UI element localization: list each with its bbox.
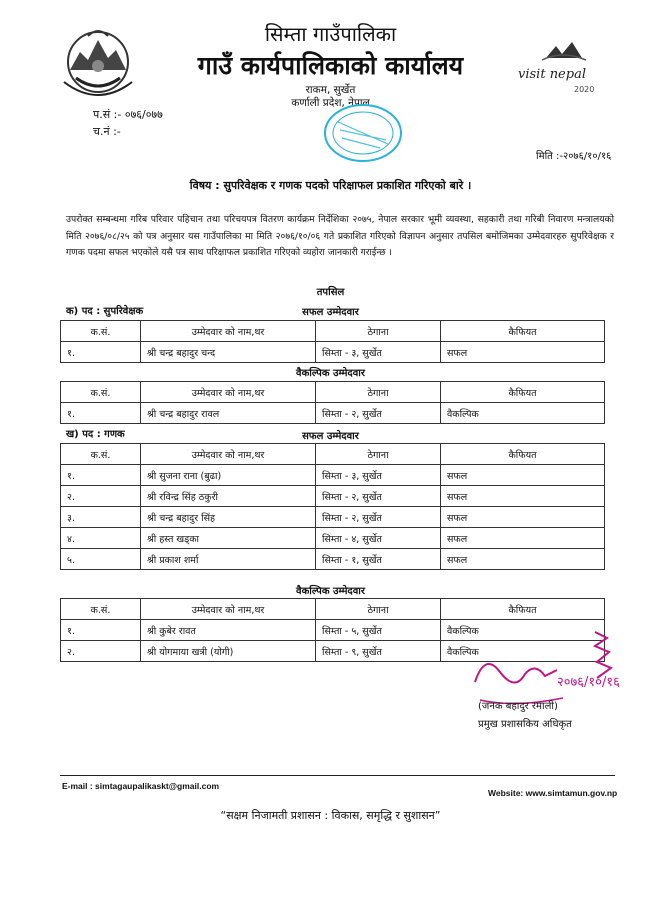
cell-remarks: वैकल्पिक (441, 403, 605, 424)
col-address: ठेगाना (316, 321, 441, 342)
col-name: उम्मेदवार को नाम,थर (141, 599, 316, 620)
col-remarks: कैफियत (441, 321, 605, 342)
table-header-row (61, 444, 605, 465)
cell-serial: १. (61, 465, 141, 486)
table-row (61, 465, 605, 486)
reference-number: प.सं :- ०७६/०७७ (93, 108, 163, 121)
col-serial: क.सं. (61, 444, 141, 465)
cell-remarks: सफल (441, 342, 605, 363)
cell-address: सिम्ता - ३, सुर्खेत (316, 342, 441, 363)
col-remarks: कैफियत (441, 382, 605, 403)
cell-name: श्री कुबेर रावत (141, 620, 316, 641)
section-b-alt-title: वैकल्पिक उम्मेदवार (296, 586, 365, 597)
letter-body: उपरोक्त सम्बन्धमा गरिब परिवार पहिचान तथा परिचयपत्र वितरण कार्यक्रम निर्देशिका २०७५, नेपाल सरकार भूमी व्यवस्था, सहकारी तथा गरिबी निवारण मन्त्रालयको मिति २०७६/०८/२५ को पत्र अनुसार यस गाउँपालिका मा मिति २०७६/१०/०६ गते प्रकाशित गरिएको विज्ञापन अनुसार तपसिल बमोजिमका उम्मेदवारहरु सुपरिवेक्षक र गणक पदमा सफल भएकोले यसै पत्र साथ परिक्षाफल प्रकाशित गरिएको व्यहोरा जानकारी गराईन्छ । (66, 214, 614, 258)
table-row (61, 507, 605, 528)
col-remarks: कैफियत (441, 444, 605, 465)
cell-serial: ३. (61, 507, 141, 528)
cell-remarks: सफल (441, 465, 605, 486)
municipality-name: सिम्ता गाउँपालिका (264, 22, 397, 46)
cell-remarks: सफल (441, 486, 605, 507)
cell-address: सिम्ता - ३, सुर्खेत (316, 465, 441, 486)
footer-email: E-mail : simtagaupalikaskt@gmail.com (62, 781, 220, 791)
signatory-designation: प्रमुख प्रशासकिय अधिकृत (478, 719, 572, 730)
section-a-success-title: सफल उम्मेदवार (302, 307, 359, 318)
section-a-alt-table (60, 381, 605, 424)
cell-name: श्री सुजना राना (बुढा) (141, 465, 316, 486)
signature-date: २०७६/१०/१६ (557, 675, 620, 690)
address-line-1: राकम, सुर्खेत (305, 84, 356, 96)
table-row (61, 528, 605, 549)
office-name: गाउँ कार्यपालिकाको कार्यालय (197, 51, 464, 80)
cell-address: सिम्ता - २, सुर्खेत (316, 486, 441, 507)
cell-name: श्री रविन्द्र सिंह ठकुरी (141, 486, 316, 507)
col-remarks: कैफियत (441, 599, 605, 620)
table-row (61, 403, 605, 424)
footer-divider (60, 775, 615, 776)
col-serial: क.सं. (61, 382, 141, 403)
cell-address: सिम्ता - ९, सुर्खेत (316, 641, 441, 662)
col-address: ठेगाना (316, 444, 441, 465)
col-name: उम्मेदवार को नाम,थर (141, 382, 316, 403)
cell-serial: ४. (61, 528, 141, 549)
cell-address: सिम्ता - २, सुर्खेत (316, 507, 441, 528)
office-stamp (320, 100, 406, 166)
cell-address: सिम्ता - ४, सुर्खेत (316, 528, 441, 549)
cell-address: सिम्ता - ५, सुर्खेत (316, 620, 441, 641)
cell-remarks: सफल (441, 507, 605, 528)
cell-name: श्री चन्द्र बहादुर सिंह (141, 507, 316, 528)
section-a-success-table (60, 320, 605, 363)
cell-remarks: सफल (441, 528, 605, 549)
section-a-title: क) पद : सुपरिवेक्षक (66, 306, 144, 317)
table-header-row (61, 321, 605, 342)
dispatch-number: च.नं :- (93, 125, 121, 138)
col-name: उम्मेदवार को नाम,थर (141, 321, 316, 342)
cell-remarks: सफल (441, 549, 605, 570)
table-header-row (61, 382, 605, 403)
table-row (61, 486, 605, 507)
col-address: ठेगाना (316, 599, 441, 620)
cell-name: श्री चन्द्र बहादुर रावल (141, 403, 316, 424)
cell-serial: १. (61, 403, 141, 424)
cell-serial: ५. (61, 549, 141, 570)
visit-logo-text: visit nepal (518, 67, 586, 82)
visit-logo-year: 2020 (574, 85, 595, 94)
cell-name: श्री चन्द्र बहादुर चन्द (141, 342, 316, 363)
section-b-title: ख) पद : गणक (66, 429, 125, 440)
cell-remarks: वैकल्पिक (441, 620, 605, 641)
col-serial: क.सं. (61, 321, 141, 342)
col-name: उम्मेदवार को नाम,थर (141, 444, 316, 465)
table-row (61, 549, 605, 570)
cell-serial: २. (61, 486, 141, 507)
cell-serial: १. (61, 342, 141, 363)
signatory-name: (जनक बहादुर रमाली) (478, 701, 558, 712)
col-serial: क.सं. (61, 599, 141, 620)
footer-website: Website: www.simtamun.gov.np (488, 788, 618, 798)
cell-remarks: वैकल्पिक (441, 641, 605, 662)
letter-date: मिति :-२०७६/१०/१६ (536, 151, 612, 162)
cell-serial: २. (61, 641, 141, 662)
cell-name: श्री हस्त खड्का (141, 528, 316, 549)
cell-serial: १. (61, 620, 141, 641)
table-row (61, 342, 605, 363)
section-b-success-table (60, 443, 605, 570)
section-b-success-title: सफल उम्मेदवार (302, 431, 359, 442)
footer-motto: “सक्षम निजामती प्रशासन : विकास, समृद्धि र सुशासन” (220, 809, 441, 822)
tapasil-heading: तपसिल (316, 287, 345, 298)
cell-address: सिम्ता - १, सुर्खेत (316, 549, 441, 570)
address-line-2: कर्णाली प्रदेश, नेपाल (291, 97, 370, 109)
letter-subject: विषय : सुपरिवेक्षक र गणक पदको परिक्षाफल प्रकाशित गरिएको बारे । (189, 179, 472, 192)
col-address: ठेगाना (316, 382, 441, 403)
cell-name: श्री प्रकाश शर्मा (141, 549, 316, 570)
section-a-alt-title: वैकल्पिक उम्मेदवार (296, 368, 365, 379)
cell-name: श्री योगमाया खत्री (योगी) (141, 641, 316, 662)
cell-address: सिम्ता - २, सुर्खेत (316, 403, 441, 424)
